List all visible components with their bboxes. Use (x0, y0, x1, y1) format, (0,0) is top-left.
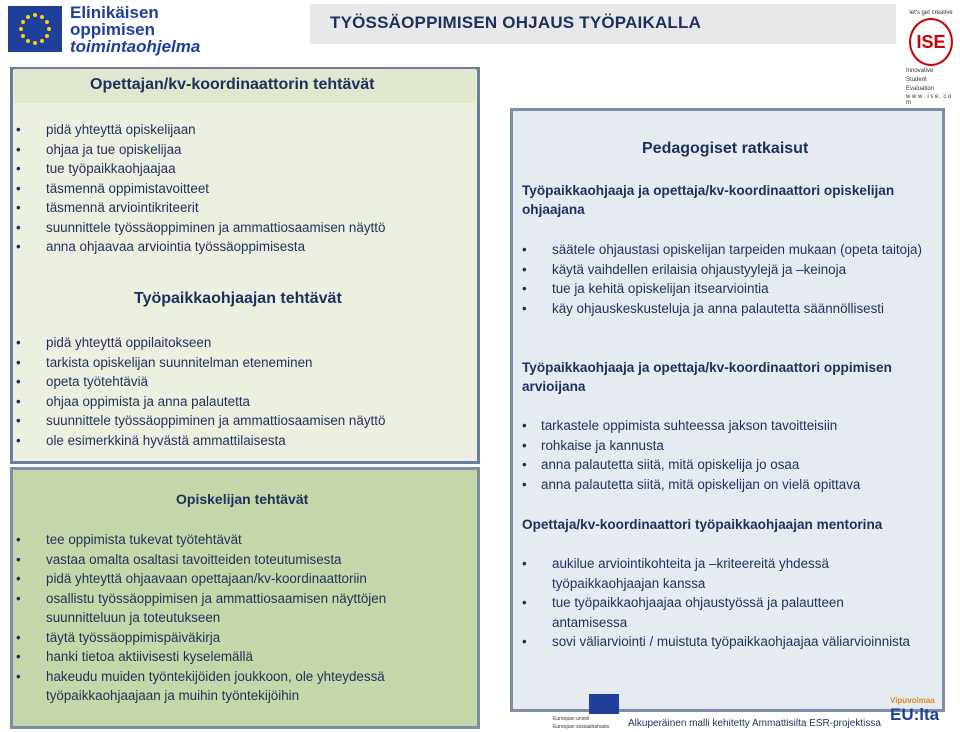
list-item: • tarkista opiskelijan suunnitelman eteneminen (16, 353, 466, 373)
list-item: • sovi väliarviointi / muistuta työpaikkaohjaajaa väliarvioinnista (522, 632, 922, 652)
eu-flag-small-icon (589, 694, 619, 714)
pedagogy-section-1-list (522, 240, 932, 318)
list-item: • käy ohjauskeskusteluja ja anna palautetta säännöllisesti (522, 299, 932, 319)
list-item: • anna palautetta siitä, mitä opiskelija jo osaa (522, 455, 932, 475)
list-item: • tue ja kehitä opiskelijan itsearviointia (522, 279, 932, 299)
pedagogy-title: Pedagogiset ratkaisut (642, 140, 809, 157)
teacher-title: Opettajan/kv-koordinaattorin tehtävät (90, 76, 375, 93)
logo-text (70, 4, 200, 55)
list-item: • rohkaise ja kannusta (522, 436, 932, 456)
page-title: TYÖSSÄOPPIMISEN OHJAUS TYÖPAIKALLA (330, 13, 702, 32)
ise-tagline: let's get creative (909, 10, 953, 16)
list-item: • käytä vaihdellen erilaisia ohjaustyylejä ja –keinoja (522, 260, 932, 280)
list-item: • opeta työtehtäviä (16, 372, 466, 392)
pedagogy-section-2-list (522, 416, 932, 494)
esf-text-2: Euroopan sosiaalirahasto (553, 724, 610, 730)
list-item: • täsmennä arviointikriteerit (16, 198, 466, 218)
list-item: • suunnittele työssäoppiminen ja ammattiosaamisen näyttö (16, 411, 466, 431)
list-item: • ohjaa ja tue opiskelijaa (16, 140, 466, 160)
ise-logo (906, 10, 956, 106)
list-item: • tee oppimista tukevat työtehtävät (16, 530, 461, 550)
list-item: • osallistu työssäoppimisen ja ammattiosaamisen näyttöjen suunnitteluun ja toteutukseen (16, 589, 461, 628)
list-item: • pidä yhteyttä opiskelijaan (16, 120, 466, 140)
logo-line-3: toimintaohjelma (70, 37, 201, 56)
ise-url: w w w . i s e . c o m (906, 94, 952, 106)
ise-line-1: Innovative (906, 68, 934, 74)
logo-line-2: oppimisen (70, 20, 156, 39)
footer-note: Alkuperäinen malli kehitetty Ammattisilta ESR-projektissa (628, 718, 881, 729)
ise-line-3: Evaluation (906, 86, 935, 92)
list-item: • tarkastele oppimista suhteessa jakson tavoitteisiin (522, 416, 932, 436)
pedagogy-section-3-list (522, 554, 922, 652)
list-item: • suunnittele työssäoppiminen ja ammattiosaamisen näyttö (16, 218, 466, 238)
esf-logo (553, 694, 621, 730)
list-item: • pidä yhteyttä oppilaitokseen (16, 333, 466, 353)
list-item: • vastaa omalta osaltasi tavoitteiden toteutumisesta (16, 550, 461, 570)
vipuvoimaa-logo (890, 696, 956, 730)
list-item: • täytä työssäoppimispäiväkirja (16, 628, 461, 648)
lifelong-learning-logo (8, 2, 201, 56)
pedagogy-section-heading: Työpaikkaohjaaja ja opettaja/kv-koordinaattori oppimisen arvioijana (522, 360, 892, 394)
ise-mark-icon: ISE (909, 18, 953, 66)
pedagogy-section-heading: Opettaja/kv-koordinaattori työpaikkaohjaajan mentorina (522, 517, 883, 532)
list-item: • ohjaa oppimista ja anna palautetta (16, 392, 466, 412)
workplace-title: Työpaikkaohjaajan tehtävät (134, 290, 342, 307)
list-item: • ole esimerkkinä hyvästä ammattilaisesta (16, 431, 466, 451)
esf-text-1: Euroopan unioni (553, 716, 590, 722)
ise-line-2: Student (906, 77, 927, 83)
vip-line: Vipuvoimaa (890, 696, 935, 705)
student-task-list (16, 530, 461, 706)
list-item: • tue työpaikkaohjaajaa ohjaustyössä ja palautteen antamisessa (522, 593, 922, 632)
list-item: • tue työpaikkaohjaajaa (16, 159, 466, 179)
list-item: • hanki tietoa aktiivisesti kyselemällä (16, 647, 461, 667)
eu-flag-icon (8, 6, 62, 52)
vip-mark: EU:lta (890, 705, 940, 724)
list-item: • hakeudu muiden työntekijöiden joukkoon, ole yhteydessä työpaikkaohjaajaan ja muihin työntekijöihin (16, 667, 461, 706)
list-item: • pidä yhteyttä ohjaavaan opettajaan/kv-koordinaattoriin (16, 569, 461, 589)
student-title: Opiskelijan tehtävät (176, 491, 309, 507)
list-item: • aukilue arviointikohteita ja –kriteereitä yhdessä työpaikkaohjaajan kanssa (522, 554, 922, 593)
list-item: • säätele ohjaustasi opiskelijan tarpeiden mukaan (opeta taitoja) (522, 240, 932, 260)
workplace-task-list (16, 333, 466, 450)
teacher-task-list (16, 120, 466, 257)
logo-line-1: Elinikäisen (70, 3, 159, 22)
list-item: • anna ohjaavaa arviointia työssäoppimisesta (16, 237, 466, 257)
pedagogy-section-heading: Työpaikkaohjaaja ja opettaja/kv-koordinaattori opiskelijan ohjaajana (522, 183, 895, 217)
list-item: • täsmennä oppimistavoitteet (16, 179, 466, 199)
list-item: • anna palautetta siitä, mitä opiskelijan on vielä opittava (522, 475, 932, 495)
